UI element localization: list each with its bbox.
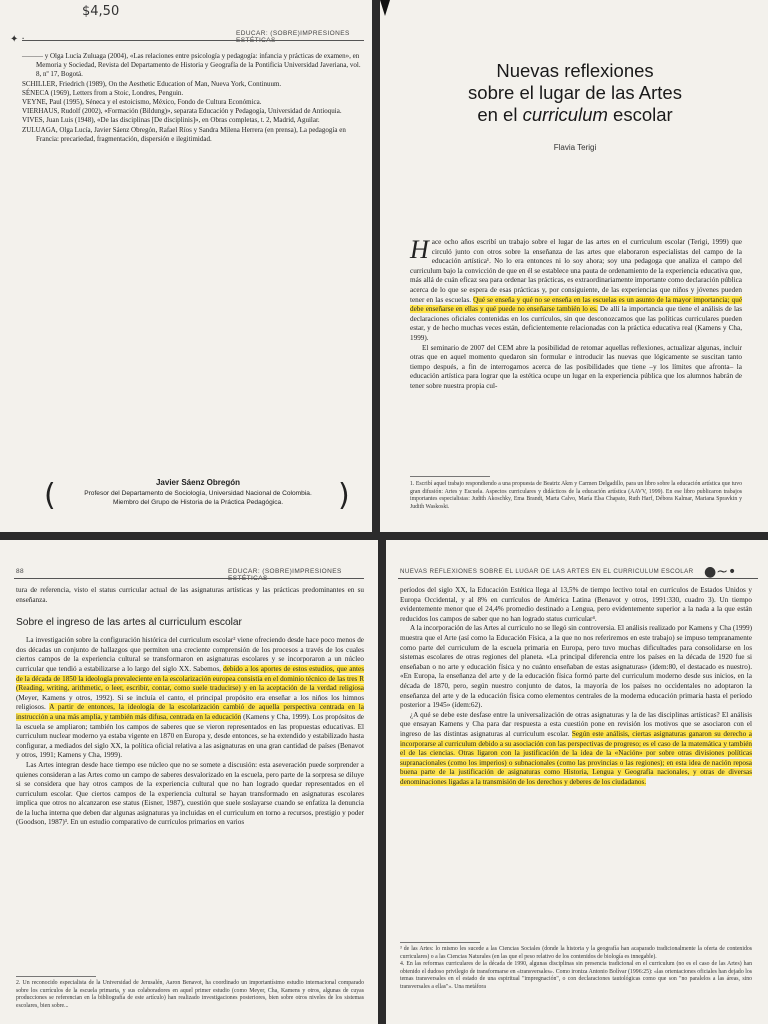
highlighted-text: A partir de entonces, la ideología de la escolarización cambió de aquella perspectiva centrada en la instrucción a una más amplia, y también más difusa, centrada en la educación — [16, 703, 364, 721]
left-bracket: ( — [44, 478, 56, 513]
highlighted-text: Según este análisis, ciertas asignaturas ganaron su derecho a incorporarse al curriculum debido a su asociación con las perspectivas de progreso; es el caso de la matemática y también el de las ciencias. Otras ligaron con la justificación de la idea de la «Nación» por sobre otras divisiones políticas supranacionales (como los imperios) o subnacionales (como las provincias o las regiones); en esta idea de nación reposa buena parte de la justificación de asignaturas como Historia, Lengua y Geografía nacionales, y otras de diversas denominaciones ligadas a la transmisión de los derechos y deberes de los ciudadanos. — [400, 729, 752, 786]
bio-line: Profesor del Departamento de Sociología, Universidad Nacional de Colombia. — [84, 490, 312, 497]
reference-item: ZULUAGA, Olga Lucía, Javier Sáenz Obregón, Rafael Ríos y Sandra Milena Herrera (en prensa), La pedagogía en Francia: precariedad, fragmentación, dispersión e ilegitimidad. — [22, 125, 346, 143]
paragraph: Las Artes integran desde hace tiempo ese núcleo que no se somete a discusión: esta aseveración puede sorprender a quienes consideran a las Artes como un campo de saberes desvalorizado en la escuela, pero parte de la sorpresa se diluye si se considera que hay otros campos de la experiencia cultural que no han logrado quedar representados en el curriculum escolar. Que ciertos campos de la experiencia cultural se hayan transformado en asignaturas escolares implica que otros no alcanzaron ese status (Eisner, 1987), cuestión que suele soslayarse cuando se enfatiza la denuncia de la lucha interna que deben dar algunas asignaturas ya incluidas en el curriculum en torno a recursos, prestigio y poder (Goodson, 1987)³. En un estudio comparativo de currículos primarios en varios — [16, 760, 364, 827]
text-run: ¿A qué se debe este desfase entre la universalización de otras asignaturas y la de las disciplinas artísticas? El análisis que ensayan Kamens y Cha para dar respuesta a esta cuestión pone en revisión los motivos que se asociaron con el ingreso de las distintas asignaturas al curriculum escolar. — [400, 710, 752, 738]
title-part: en el — [477, 104, 523, 125]
right-bracket: ) — [338, 478, 350, 513]
reference-item: SÉNECA (1969), Letters from a Stoic, Londres, Penguin. — [22, 88, 184, 97]
highlighted-text: Qué se enseña y qué no se enseña en las escuelas es un asunto de la mayor importancia; qué debe enseñarse en ellas y qué puede no enseñarse también lo es. — [410, 295, 743, 314]
paragraph: El seminario de 2007 del CEM abre la posibilidad de retomar aquellas reflexiones, actualizar algunas, incluir otras que en aquel momento quedaron sin formular e introducir las nuevas que lógicamente se suscitan tanto tiempo después, a fin de interrogarnos acerca de las posibilidades que tiene –y los límites que afronta– la educación artística para lograr que la estética ocupe un lugar en la experiencia pública que los alumnos habrán de tener sobre nuestra propia cul- — [410, 343, 742, 390]
paragraph — [400, 711, 752, 788]
page-bottom-right — [386, 540, 768, 1024]
title-part: escolar — [607, 104, 673, 125]
text-run: La investigación sobre la configuración histórica del curriculum escolar² viene ofreciendo desde hace poco menos de dos décadas un conjunto de hallazgos que permiten una creciente comprensión de los procesos a través de los cuales ciertos campos de la experiencia cultural se transformaron en asignaturas escolares y se incorporaron a un núcleo curricular que tendió a estabilizarse a lo largo del siglo XX. Sabemos, — [16, 636, 364, 673]
ink-mark-icon: ✦ · — [10, 34, 25, 45]
article-body — [410, 235, 743, 392]
section-heading: Sobre el ingreso de las artes al curriculum escolar — [16, 617, 242, 629]
reference-item: VIERHAUS, Rudolf (2002), «Formación (Bildung)», separata Educación y Pedagogía, Universidad de Antioquia. — [22, 107, 342, 116]
paragraph: tura de referencia, visto el status curricular actual de las asignaturas artísticas y las prácticas predominantes en su enseñanza. — [16, 586, 364, 604]
author-bio-name: Javier Sáenz Obregón — [155, 478, 241, 487]
footnote: 2. Un reconocido especialista de la Universidad de Jerusalén, Aaron Benavot, ha coordinado un importantísimo estudio internacional comparado sobre los currículos de la escuela primaria, y sus colaboradores en aquel primer estudio (como Meyer, Cha, Kamens y otros, algunas de cuyas producciones se referencian en la bibliografía de este artículo) han realizado investigaciones posteriores, bien sobre otros niveles de los sistemas escolares, bien sobre... — [16, 980, 364, 1009]
ink-smudge-icon: ●~• — [704, 564, 737, 580]
title-italic: curriculum — [522, 104, 608, 125]
text-run: (Meyer, Kamens y otros, 1992). Si se incluía el canto, el principal propósito era enseñar a los niños los himnos religiosos. — [16, 693, 364, 712]
bio-line: Miembro del Grupo de Historia de la Práctica Pedagógica. — [112, 498, 284, 506]
footnote — [400, 946, 752, 992]
title-line: sobre el lugar de las Artes — [468, 82, 682, 103]
paragraph — [410, 235, 743, 344]
handwritten-price: $4,50 — [82, 4, 120, 19]
footnote-rule — [16, 976, 96, 977]
author-bio — [60, 490, 336, 507]
footnote: 1. Escribí aquel trabajo respondiendo a una propuesta de Beatriz Akm y Carmen Delgadillo, para un libro sobre la educación artística que tuvo gran difusión: Artes y Escuela. Aspectos curriculares y didácticos de la educación artística (AAVV, 1999). En ese libro publicaron trabajos importantes especialistas: Judith Akoschky, Ema Brandt, Marta Calvo, María Elsa Chapato, Ruth Harf, Débora Kalmar, Mariana Spravkin y Judith Waskoski. — [410, 481, 742, 510]
highlighted-text: debido a los aportes de estos estudios, que antes de la década de 1850 la ideología prevaleciente en la escolarización europea consistía en el dominio técnico de las tres R (Reading, writing, arithmetic, o leer, escribir, contar, como suele traducirse) y en la aceptación de la verdad religiosa — [16, 664, 365, 693]
page-body — [16, 586, 364, 828]
reference-item: ——— y Olga Lucía Zuluaga (2004), «Las relaciones entre psicología y pedagogía: infancia y prácticas de examen», en Memoria y Sociedad, Revista del Departamento de Historia y Geografía de la Pontificia Universidad Javeriana, vol. 8, nº 17, Bogotá. — [22, 52, 361, 79]
reference-item: VIVES, Juan Luis (1948), «De las disciplinas [De disciplinis]», en Obras completas, t. 2, Madrid, Aguilar. — [22, 116, 320, 125]
page-top-right — [380, 0, 768, 532]
text-run: De allí la importancia que tiene el análisis de las declaraciones oficiales contenidas en los currículos, sin que desconozcamos que las políticas curriculares pueden estar, y de hecho muchas veces están, deficientemente relacionadas con la práctica educativa real (Kamens y Cha, 1999). — [410, 305, 742, 342]
text-run: (Kamens y Cha, 1999). Los propósitos de la escuela se ampliaron; también los campos de saberes que se vieron representados en las propuestas educativas. El curriculum nuclear moderno ya estaba vigente en 1870 en Europa y, desde entonces, se ha extendido y estabilizado hasta configurar, a mediados del siglo XX, la política oficial relativa a las asignaturas en una gran cantidad de países (Benavot y otros, 1991; Kamens y Cha, 1999). — [16, 712, 364, 760]
reference-item: VEYNE, Paul (1995), Séneca y el estoicismo, México, Fondo de Cultura Económica. — [22, 98, 262, 107]
reference-item: SCHILLER, Friedrich (1989), On the Aesthetic Education of Man, Nueva York, Continuum. — [22, 79, 282, 88]
paragraph — [16, 636, 364, 761]
page-bottom-left — [0, 540, 378, 1024]
running-header: NUEVAS REFLEXIONES SOBRE EL LUGAR DE LAS ARTES EN EL CURRICULUM ESCOLAR — [400, 568, 694, 575]
running-header: EDUCAR: (SOBRE)IMPRESIONES ESTÉTICAS — [228, 568, 342, 582]
page-top-left — [0, 0, 372, 532]
running-header: EDUCAR: (SOBRE)IMPRESIONES ESTÉTICAS — [236, 30, 350, 44]
header-rule — [14, 578, 364, 579]
paragraph: períodos del siglo XX, la Educación Estética llega al 13,5% de tiempo lectivo total en currículos de Estados Unidos y Europa Occidental, y al 8% en currículos de América Latina (Benavot y otros, 1991:330, cuadro 3). Un tiempo evidentemente menor que el 24,4% promedio destinado a Lengua, pero evidentemente superior a la nada a la que están reducidos los campos de saber que no han logrado status curricular⁴. — [400, 586, 752, 623]
footnote-item: 4. En las reformas curriculares de la década de 1990, algunas disciplinas sin presencia tradicional en el curriculum (no es el caso de las Artes) han obtenido el dudoso privilegio de transformarse en «transversales». Como ironiza Antonio Bolívar (1996:25): «las orientaciones oficiales han dejado los temas transversales en el estado de una espiritual "impregnación", o con declaraciones tautológicas como que son "no paralelos a las áreas, sino transversales a ellas"». Una metáfora — [400, 961, 752, 990]
reference-list — [22, 52, 362, 144]
binding-clip-icon — [380, 0, 390, 16]
page-number: 88 — [16, 568, 25, 575]
header-rule — [22, 40, 364, 41]
footnote-rule — [410, 476, 490, 477]
paragraph: A la incorporación de las Artes al currículo no se llegó sin controversia. El análisis realizado por Kamens y Cha (1999) muestra que el Arte (así como la Educación Física, a la que no nos referiremos en este trabajo) se impuso tempranamente como parte del curriculum de la escuela primaria en Europa, pero tuvo muchas dificultades para consolidarse en los sistemas escolares de otras regiones del planeta. «La principal diferencia entre los países en la década de 1920 fue si enseñaban o no arte y educación física y no cuánto enseñaban de estas asignaturas» (ídem:80, el destacado es nuestro). «En Europa, la enseñanza del arte y de la educación física formó parte del curriculum moderno desde sus inicios, en la década de 1870, pero, según nuestro conjunto de datos, la mayoría de los países no occidentales no adoptaron la enseñanza del arte y de la educación física como elementos centrales de la moderna educación primaria hasta el período posterior a 1945» (ídem:62). — [400, 624, 752, 710]
article-title — [410, 60, 740, 126]
title-line — [410, 104, 740, 126]
footnote-rule — [400, 942, 480, 943]
page-body — [400, 586, 752, 787]
article-author: Flavia Terigi — [553, 143, 597, 152]
drop-cap: H — [410, 235, 429, 264]
footnote-item: ³ de las Artes: lo mismo les sucede a las Ciencias Sociales (donde la historia y la geografía han acaparado tradicionalmente la oferta de contenidos curriculares) o a las Ciencias Naturales (en las que el peso relativo de los contenidos de biología es innegable). — [400, 946, 752, 960]
title-line: Nuevas reflexiones — [496, 60, 654, 81]
text-run: ace ocho años escribí un trabajo sobre el lugar de las artes en el curriculum escolar (Terigi, 1999) que circuló junto con otros sobre la enseñanza de las artes que elaboraron especialistas del campo de la educación artística¹. No lo era entonces ni lo soy ahora; soy una pedagoga que analiza el campo del curriculum bajo la convicción de que en él se establece una pauta de ordenamiento de la experiencia educativa que, más allá de cuán eficaz sea para ordenar las prácticas, es extraordinariamente importante como declaración pública acerca de lo que se espera de esas prácticas y, por consiguiente, de las experiencias que niños y jóvenes pueden tener en las escuelas. — [410, 238, 742, 304]
